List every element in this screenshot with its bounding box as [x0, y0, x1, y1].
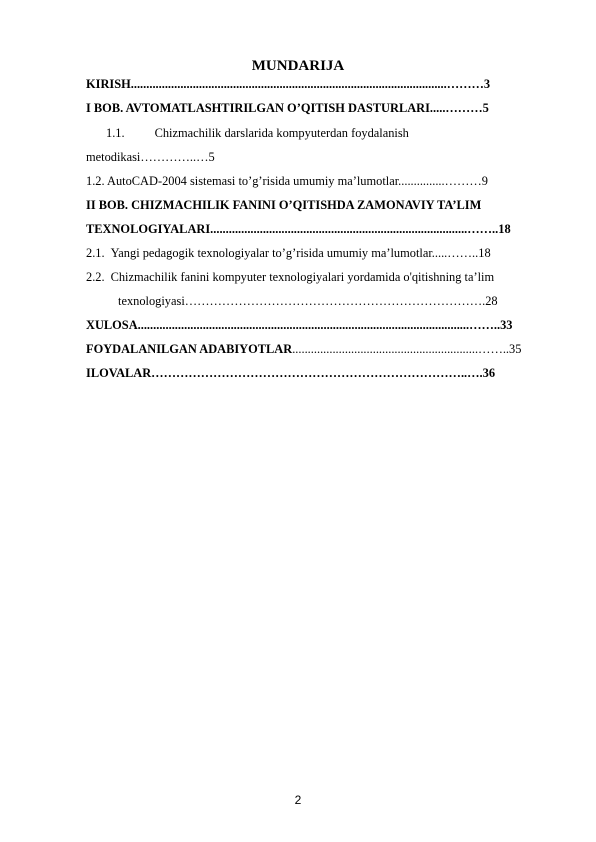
toc-entry-xulosa: XULOSA...........................................................................................................……..33 [86, 318, 513, 332]
toc-entry-2-1 [86, 246, 554, 261]
toc-entry-label: Chizmachilik fanini kompyuter texnologiyalari yordamida o'qitishning ta’lim [110, 270, 495, 284]
toc-entry-ilovalar: ILOVALAR…………………………………………………………………..….36 [86, 366, 496, 380]
toc-entry-number: 2.2. [86, 270, 105, 284]
toc-entry-2-2-continued: texnologiyasi……………………………………………………………….28 [118, 294, 498, 308]
page-number: 2 [294, 793, 302, 807]
toc-entry-number: 2.1. [86, 246, 105, 260]
toc-entry-number: 1.1. [106, 126, 125, 140]
toc-entry-label: Chizmachilik darslarida kompyuterdan foydalanish [154, 126, 409, 140]
toc-title: MUNDARIJA [251, 58, 345, 74]
toc-entry-1-1-continued: metodikasi…………..…5 [86, 150, 215, 164]
toc-entry-chapter-2-continued: TEXNOLOGIYALARI...................................................................................……..18 [86, 222, 511, 236]
toc-entry-label: Yangi pedagogik texnologiyalar to’g’risida umumiy ma’lumotlar.....……..18 [110, 246, 491, 260]
toc-entry-leader: ............................................................……..35 [292, 342, 522, 356]
toc-entry-chapter-2: II BOB. CHIZMACHILIK FANINI O’QITISHDA ZAMONAVIY TA’LIM [86, 198, 482, 212]
toc-entry-2-2 [86, 270, 554, 285]
toc-entry-1-2: 1.2. AutoCAD-2004 sistemasi to’g’risida umumiy ma’lumotlar...............………9 [86, 174, 488, 188]
toc-entry-1-1 [86, 126, 554, 141]
toc-entry-chapter-1: I BOB. AVTOMATLASHTIRILGAN O’QITISH DASTURLARI.....………5 [86, 101, 489, 115]
toc-entry-label: FOYDALANILGAN ADABIYOTLAR [86, 342, 293, 356]
toc-entry-kirish: KIRISH......................................................................................................………3 [86, 77, 491, 91]
toc-entry-references [86, 342, 554, 357]
